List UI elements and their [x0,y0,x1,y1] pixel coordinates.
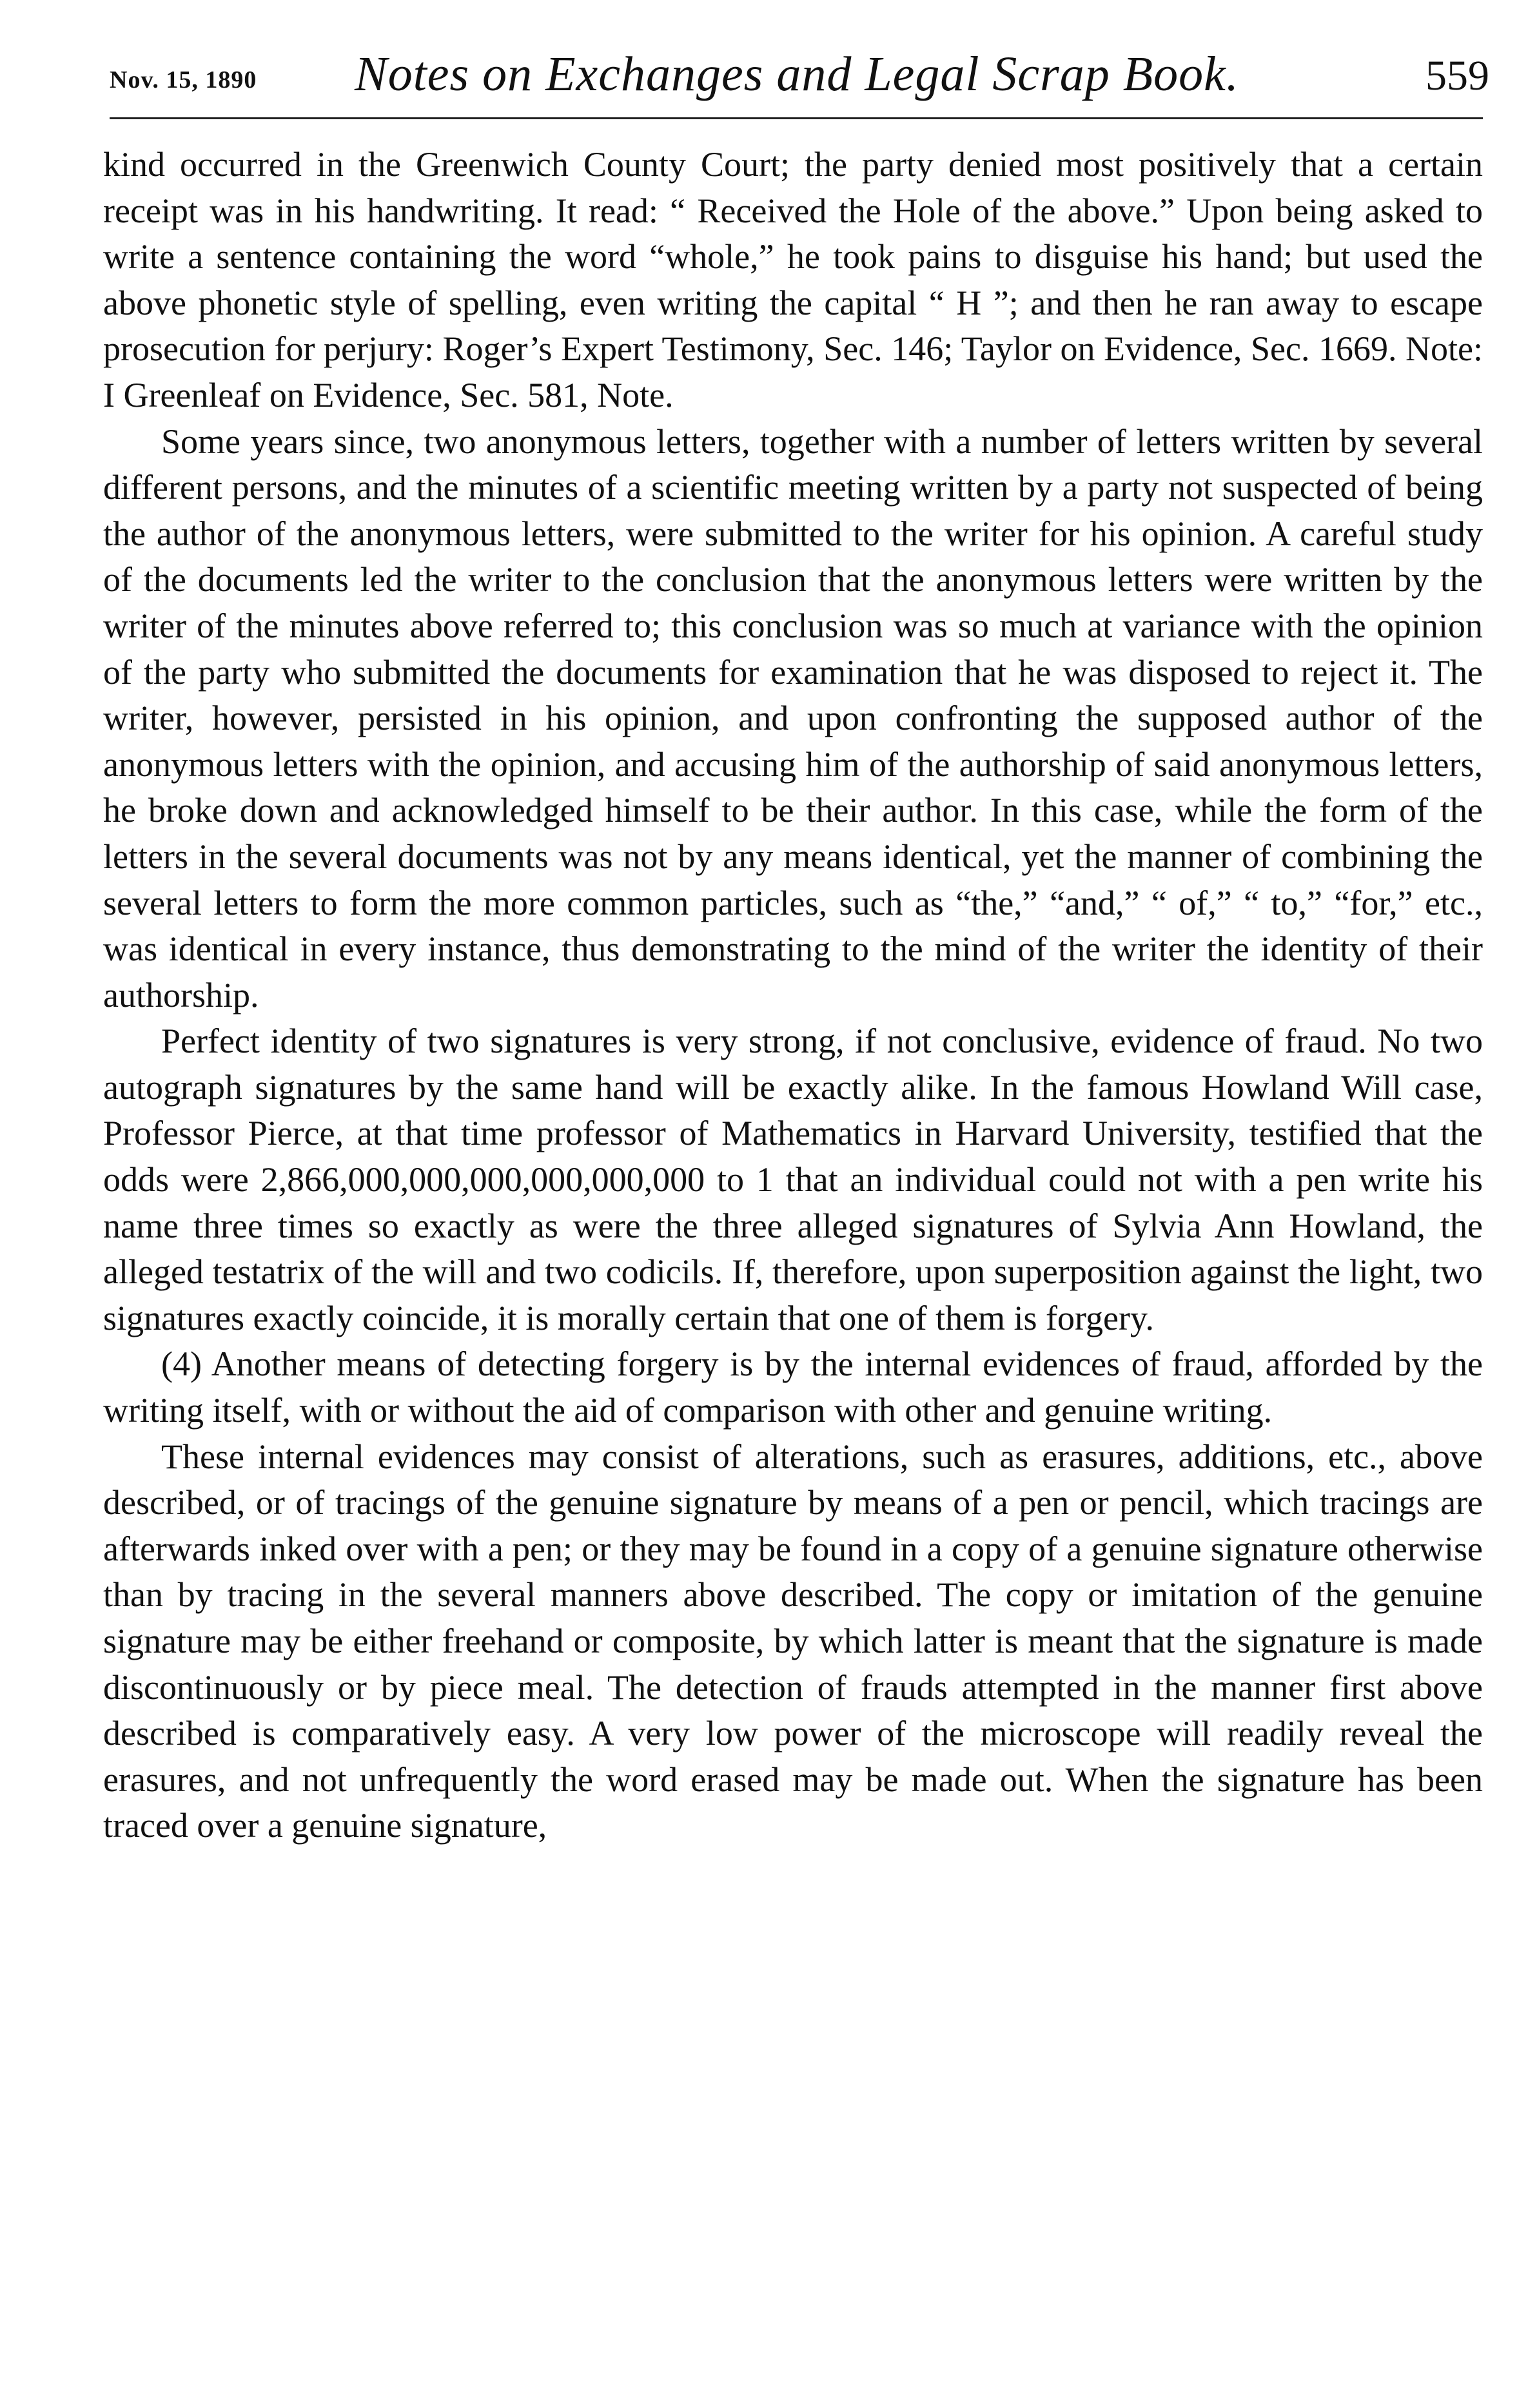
paragraph-continuation: kind occurred in the Greenwich County Court; the party denied most positively that a certain receipt was in his handwriting. It read: “ Received the Hole of the above.” Upon being asked to write a sentence containing the word “whole,” he took pains to disguise his hand; but used the above phonetic style of spelling, even writing the capital “ H ”; and then he ran away to escape prosecution for perjury: Roger’s Expert Testimony, Sec. 146; Taylor on Evidence, Sec. 1669. Note: I Greenleaf on Evidence, Sec. 581, Note. [103,145,1483,414]
paragraph-signature-identity: Perfect identity of two signatures is very strong, if not conclusive, evidence of fraud. No two autograph signatures by the same hand will be exactly alike. In the famous Howland Will case, Professor Pierce, at that time professor of Mathematics in Harvard University, testified that the odds were 2,866,000,000,000,000,000,000 to 1 that an individual could not with a pen write his name three times so exactly as were the three alleged signatures of Sylvia Ann Howland, the alleged testatrix of the will and two codicils. If, therefore, upon superposition against the light, two signatures exactly coincide, it is morally certain that one of them is forgery. [103,1022,1483,1337]
header-date: Nov. 15, 1890 [110,66,257,93]
paragraph-alterations: These internal evidences may consist of alterations, such as erasures, additions, etc., above described, or of tracings of the genuine signature by means of a pen or pencil, which tracings are afterwards inked over with a pen; or they may be found in a copy of a genuine signature otherwise than by tracing in the several manners above described. The copy or imitation of the genuine signature may be either freehand or composite, by which latter is meant that the signature is made discontinuously or by piece meal. The detection of frauds attempted in the manner first above described is comparatively easy. A very low power of the microscope will readily reveal the erasures, and not unfrequently the word erased may be made out. When the signature has been traced over a genuine signature, [103,1437,1483,1845]
header-title: Notes on Exchanges and Legal Scrap Book. [355,47,1239,101]
body-text [103,142,1483,1849]
paragraph-anonymous-letters: Some years since, two anonymous letters, together with a number of letters written by several different persons, and the minutes of a scientific meeting written by a party not suspected of being the author of the anonymous letters, were submitted to the writer for his opinion. A careful study of the documents led the writer to the conclusion that the anonymous letters were written by the writer of the minutes above referred to; this conclusion was so much at variance with the opinion of the party who submitted the documents for examination that he was disposed to reject it. The writer, however, persisted in his opinion, and upon confronting the supposed author of the anonymous letters with the opinion, and accusing him of the authorship of said anonymous letters, he broke down and acknowledged himself to be their author. In this case, while the form of the letters in the several documents was not by any means identical, yet the manner of combining the several letters to form the more common particles, such as “the,” “and,” “ of,” “ to,” “for,” etc., was identical in every instance, thus demonstrating to the mind of the writer the identity of their authorship. [103,422,1483,1015]
paragraph-internal-evidence: (4) Another means of detecting forgery is by the internal evidences of fraud, afforded by the writing itself, with or without the aid of comparison with other and genuine writing. [103,1345,1483,1430]
header-rule [110,117,1483,119]
running-header [110,39,1489,135]
page-number: 559 [1425,52,1489,99]
